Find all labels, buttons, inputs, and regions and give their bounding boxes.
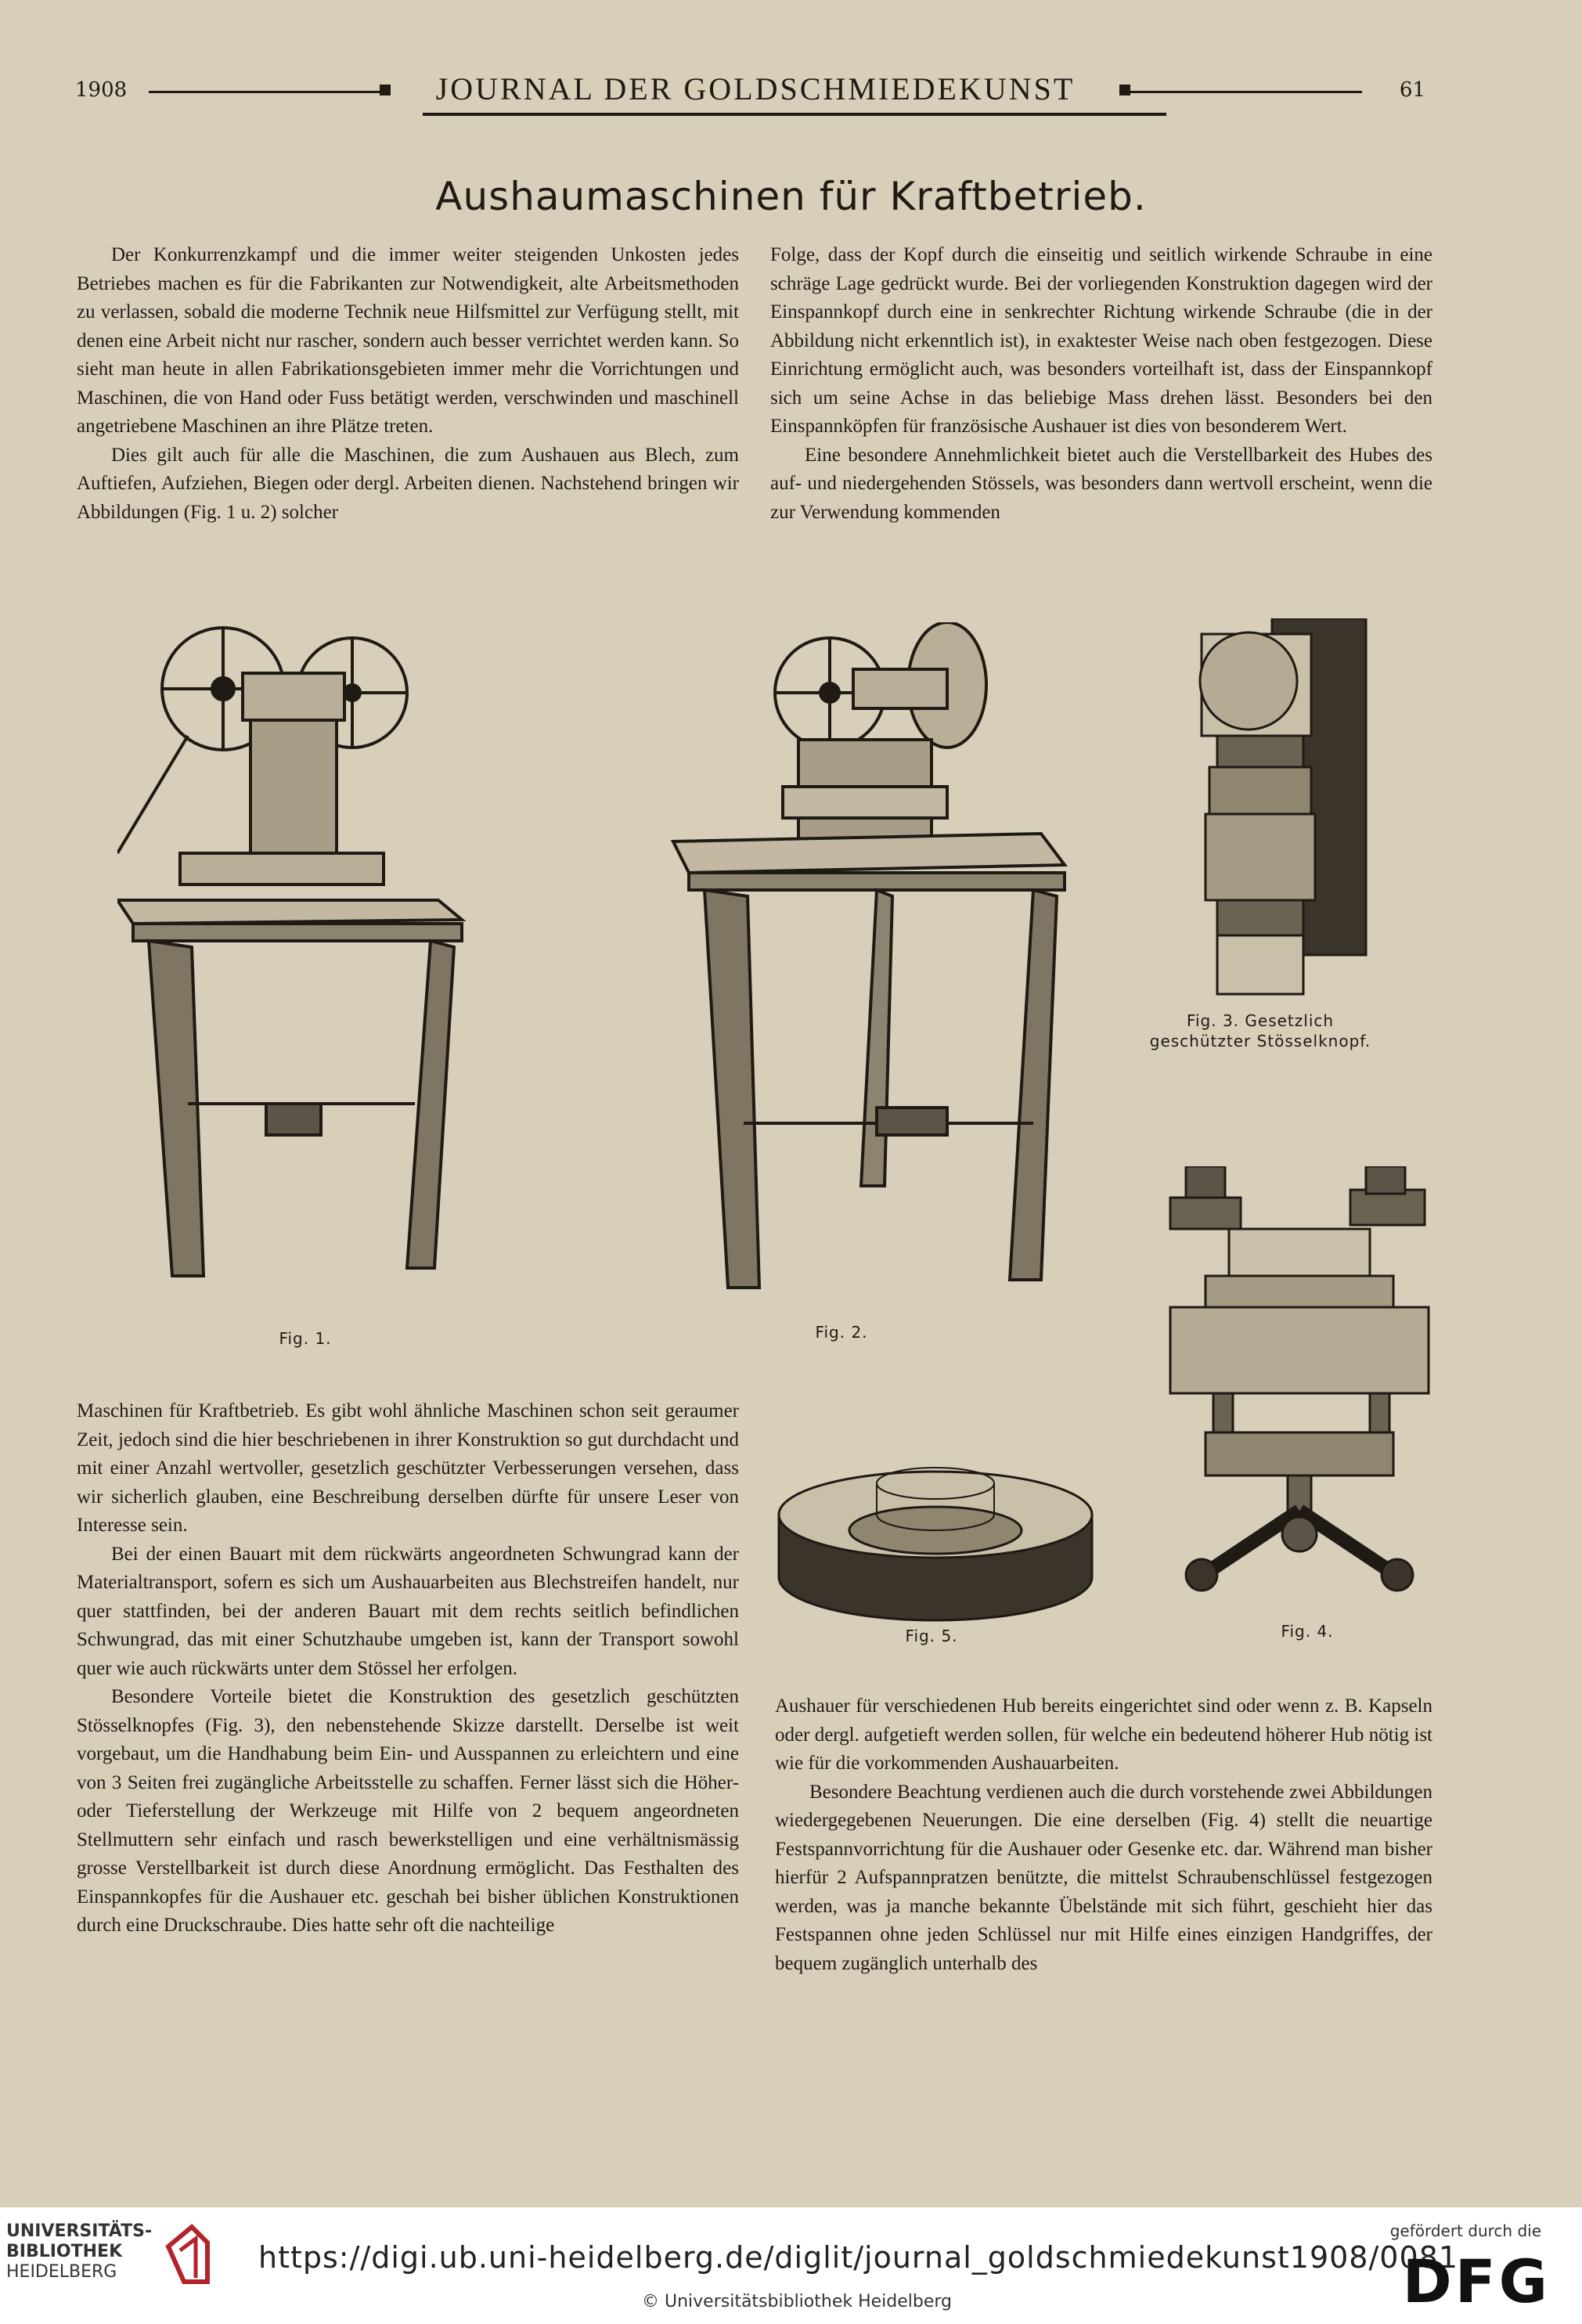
dfg-logo: DFG: [1402, 2247, 1551, 2316]
fig3-caption-line2: geschützter Stösselknopf.: [1149, 1032, 1371, 1050]
paragraph: Bei der einen Bauart mit dem rückwärts angeordneten Schwungrad kann der Materialtransport, sofern es sich um Aushauarbeiten aus Blechstreifen handelt, nur quer stattfinden, bei der anderen Bauart mit dem rechts seitlich befindlichen Schwungrad, das mit einer Schutzhaube umgeben ist, kann der Transport sowohl quer wie auch rückwärts unter dem Stössel her erfolgen.: [77, 1543, 739, 1679]
paragraph: Dies gilt auch für alle die Maschinen, die zum Aushauen aus Blech, zum Auftiefen, Aufziehen, Biegen oder dergl. Arbeiten dienen. Nachstehend bringen wir Abbildungen (Fig. 1 u. 2) solcher: [77, 444, 739, 523]
fig3-caption-line1: Fig. 3. Gesetzlich: [1186, 1011, 1335, 1030]
page-number: 61: [1399, 78, 1425, 102]
header-ornament-left: [380, 85, 391, 95]
header-year: 1908: [75, 78, 128, 102]
paragraph: Folge, dass der Kopf durch die einseitig und seitlich wirkende Schraube in eine schräge Lage gedrückt wurde. Bei der vorliegenden Konstruktion dagegen wird der Einspannkopf durch eine in senkrechter Richtung wirkende Schraube (die in der Abbildung nicht erkenntlich ist), in exaktester Weise nach oben festgezogen. Diese Einrichtung ermöglicht auch, was besonders vorteilhaft ist, dass der Einspannkopf sich um seine Achse in das beliebige Mass drehen lässt. Besonders bei den Einspannköpfen für französische Aushauer ist dies von besonderem Wert.: [770, 244, 1432, 437]
library-logo: [6, 2221, 152, 2283]
library-name-line3: HEIDELBERG: [6, 2262, 117, 2282]
fig5-caption: Fig. 5.: [905, 1627, 958, 1645]
column-left-top: [77, 241, 739, 527]
library-name-line2: BIBLIOTHEK: [6, 2242, 123, 2261]
fig4-clamping-fixture-illustration: [1159, 1166, 1440, 1605]
permalink-url[interactable]: https://digi.ub.uni-heidelberg.de/diglit/journal_goldschmiedekunst1908/0081: [258, 2240, 1458, 2275]
copyright-notice: © Universitätsbibliothek Heidelberg: [642, 2292, 953, 2311]
fig5-ring-dish-illustration: [775, 1452, 1096, 1624]
paragraph: Eine besondere Annehmlichkeit bietet auch die Verstellbarkeit des Hubes des auf- und niedergehenden Stössels, was besonders dann wertvoll erscheint, wenn die zur Verwendung kommenden: [770, 444, 1432, 523]
fig1-press-illustration: [117, 618, 470, 1284]
fig1-caption: Fig. 1.: [279, 1329, 332, 1348]
header-rule-right: [1127, 91, 1362, 93]
header-underline: [423, 113, 1166, 116]
header-rule-left: [149, 91, 384, 93]
funded-by-label: gefördert durch die: [1389, 2221, 1541, 2240]
header-ornament-right: [1119, 85, 1130, 95]
library-emblem-icon: [160, 2223, 215, 2286]
library-name-line1: UNIVERSITÄTS-: [6, 2221, 153, 2241]
paragraph: Maschinen für Kraftbetrieb. Es gibt wohl ähnliche Maschinen schon seit geraumer Zeit, jedoch sind die hier beschriebenen in ihrer Konstruktion so gut durchdacht und mit einer Anzahl wertvoller, gesetzlich geschützter Verbesserungen versehen, dass wir sicherlich glauben, eine Beschreibung derselben dürfte für unsere Leser von Interesse sein.: [77, 1400, 739, 1536]
column-right-bottom: [775, 1692, 1432, 1978]
column-left-bottom: [77, 1397, 739, 1940]
fig4-caption: Fig. 4.: [1281, 1622, 1334, 1641]
paragraph: Aushauer für verschiedenen Hub bereits eingerichtet sind oder wenn z. B. Kapseln oder dergl. aufgetieft werden sollen, für welche ein bedeutend höherer Hub nötig ist wie für die vorkommenden Aushauarbeiten.: [775, 1695, 1432, 1774]
paragraph: Besondere Beachtung verdienen auch die durch vorstehende zwei Abbildungen wiedergegebenen Neuerungen. Die eine derselben (Fig. 4) stellt die neuartige Festspannvorrichtung für die Aushauer oder Gesenke etc. dar. Während man bisher hierfür 2 Aufspannpratzen benützte, die mittelst Schraubenschlüssel festgezogen werden, was ja manche bekannte Übelstände mit sich führt, geschieht hier das Festspannen ohne jeden Schlüssel nur mit Hilfe eines einzigen Handgriffes, der bequem zugänglich unterhalb des: [775, 1781, 1432, 1974]
fig2-press-illustration: [665, 622, 1072, 1295]
column-right-top: [770, 241, 1432, 527]
paragraph: Besondere Vorteile bietet die Konstruktion des gesetzlich geschützten Stösselknopfes (Fig. 3), den nebenstehende Skizze darstellt. Derselbe ist weit vorgebaut, um die Handhabung beim Ein- und Ausspannen zu erleichtern und eine von 3 Seiten frei zugängliche Arbeitsstelle zu schaffen. Ferner lässt sich die Höher- oder Tieferstellung der Werkzeuge mit Hilfe von 2 bequem angeordneten Stellmuttern sehr einfach und rasch bewerkstelligen und eine verhältnismässig grosse Verstellbarkeit ist durch diese Anordnung ermöglicht. Das Festhalten des Einspannkopfes für die Aushauer etc. geschah bei bisher üblichen Konstruktionen durch eine Druckschraube. Dies hatte sehr oft die nachteilige: [77, 1686, 739, 1936]
article-title: Aushaumaschinen für Kraftbetrieb.: [435, 174, 1147, 219]
paragraph: Der Konkurrenzkampf und die immer weiter steigenden Unkosten jedes Betriebes machen es für die Fabrikanten zur Notwendigkeit, alte Arbeitsmethoden zu verlassen, sobald die moderne Technik neue Hilfsmittel zur Verfügung stellt, mit denen eine Arbeit nicht nur rascher, sondern auch besser verrichtet werden kann. So sieht man heute in allen Fabrikationsgebieten immer mehr die Vorrichtungen und Maschinen, die von Hand oder Fuss betätigt werden, verschwinden und maschinell angetriebene Maschinen an ihre Plätze treten.: [77, 244, 739, 437]
journal-title: JOURNAL DER GOLDSCHMIEDEKUNST: [435, 71, 1076, 106]
running-header: [0, 69, 1582, 124]
fig2-caption: Fig. 2.: [815, 1323, 868, 1342]
fig3-ram-head-illustration: [1186, 618, 1374, 1002]
